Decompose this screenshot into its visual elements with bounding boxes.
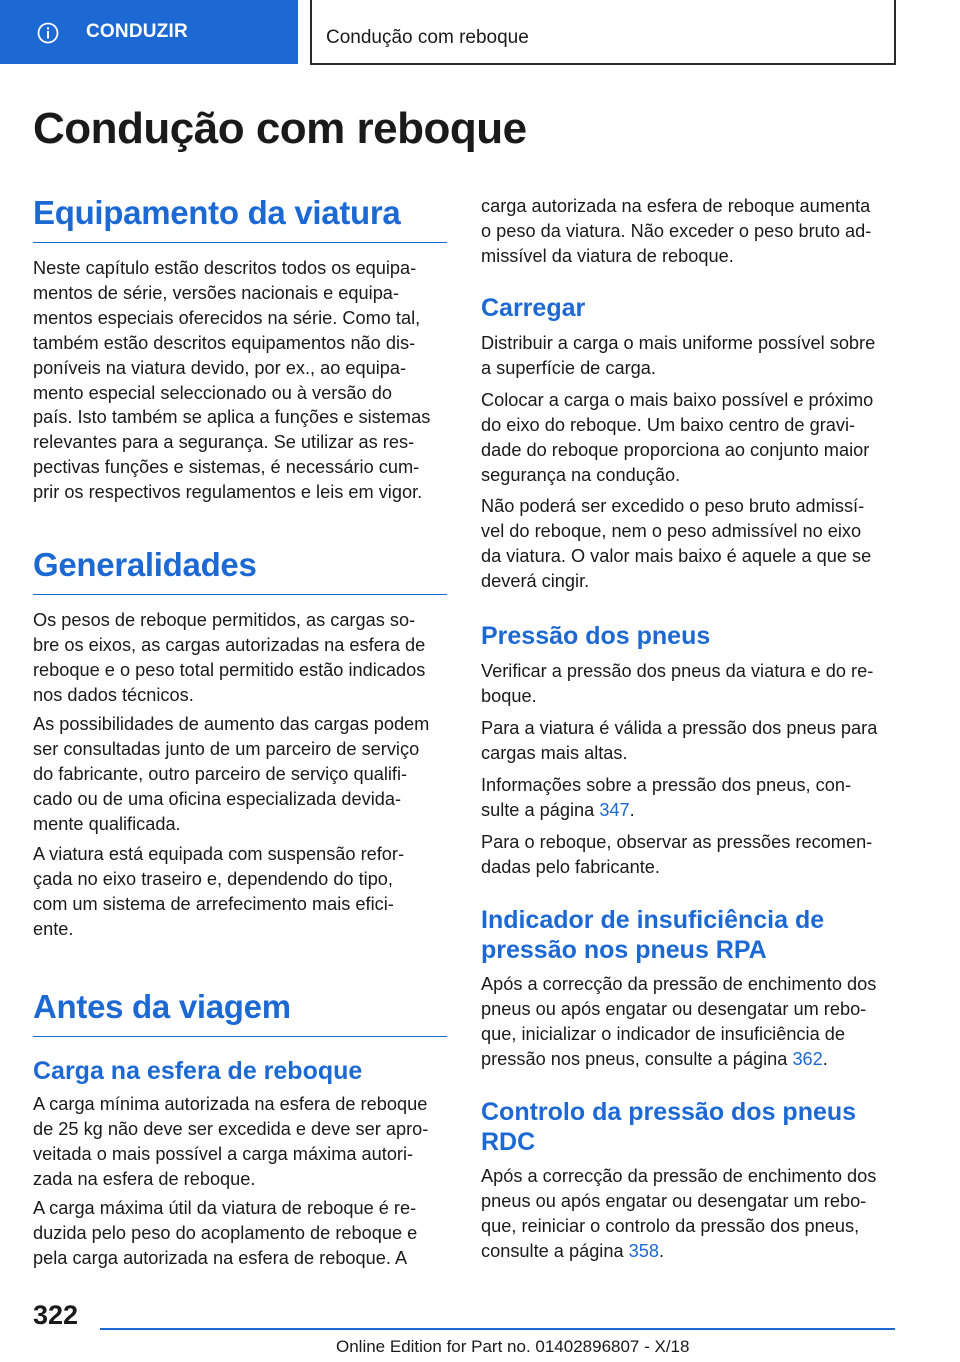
text-line: do fabricante, outro parceiro de serviço qualifi-	[33, 763, 408, 784]
text-line: do eixo do reboque. Um baixo centro de gravi-	[481, 414, 856, 435]
text-line	[481, 1239, 895, 1264]
text-line: A viatura está equipada com suspensão refor-	[33, 844, 405, 864]
paragraph-equipamento	[33, 256, 447, 505]
heading-line: RDC	[481, 1128, 536, 1156]
header-section-title: Condução com reboque	[326, 27, 529, 48]
paragraph-pressao-1	[481, 659, 895, 709]
text-line: cado ou de uma oficina especializada devida-	[33, 788, 402, 809]
heading-line: Controlo da pressão dos pneus	[481, 1098, 857, 1126]
paragraph-pressao-4	[481, 830, 895, 880]
paragraph-rpa	[481, 972, 895, 1072]
text-line: mentos especiais oferecidos na série. Como tal,	[33, 307, 421, 328]
page-link-362[interactable]: 362	[792, 1048, 823, 1069]
text-line: boque.	[481, 685, 537, 706]
paragraph-rdc	[481, 1164, 895, 1264]
text-line: o peso da viatura. Não exceder o peso bruto ad-	[481, 220, 872, 241]
text-line: vel do reboque, nem o peso admissível no eixo	[481, 520, 862, 541]
text-line: Distribuir a carga o mais uniforme possível sobre	[481, 333, 876, 353]
text-line: çada no eixo traseiro e, dependendo do tipo,	[33, 868, 393, 889]
text-line: segurança na condução.	[481, 464, 681, 485]
text-line: zada na esfera de reboque.	[33, 1168, 256, 1189]
text-line: mentos de série, versões nacionais e equipa-	[33, 282, 399, 303]
heading-equipamento: Equipamento da viatura	[33, 194, 447, 243]
text-line: Não poderá ser excedido o peso bruto admissí-	[481, 496, 865, 516]
text-line: Após a correcção da pressão de enchimento dos	[481, 1166, 877, 1186]
text-line: Os pesos de reboque permitidos, as cargas so-	[33, 610, 416, 630]
heading-line: Indicador de insuficiência de	[481, 906, 825, 934]
heading-carregar: Carregar	[481, 294, 586, 322]
heading-carga-esfera: Carga na esfera de reboque	[33, 1057, 363, 1085]
text-line: A carga mínima autorizada na esfera de reboque	[33, 1094, 428, 1114]
paragraph-carga-1	[33, 1092, 447, 1192]
text-line: pneus ou após engatar ou desengatar um rebo-	[481, 998, 867, 1019]
page-number: 322	[33, 1300, 79, 1330]
text-line: Para a viatura é válida a pressão dos pneus para	[481, 718, 878, 738]
text-line: veitada o mais possível a carga máxima autori-	[33, 1143, 414, 1164]
paragraph-pressao-3	[481, 773, 895, 823]
heading-rpa	[481, 905, 895, 965]
info-icon	[37, 22, 59, 44]
text-line: missível da viatura de reboque.	[481, 245, 734, 266]
footer-edition: Online Edition for Part no. 01402896807 - X/18	[336, 1337, 690, 1356]
text-line: mente qualificada.	[33, 813, 181, 834]
text-line: Após a correcção da pressão de enchimento dos	[481, 974, 877, 994]
text-line: As possibilidades de aumento das cargas podem	[33, 714, 430, 734]
text-line: que, reiniciar o controlo da pressão dos pneus,	[481, 1215, 860, 1236]
paragraph-carregar-1	[481, 331, 895, 381]
heading-line: pressão nos pneus RPA	[481, 936, 767, 964]
text-line: Para o reboque, observar as pressões recomen-	[481, 832, 873, 852]
paragraph-generalidades-2	[33, 712, 447, 837]
paragraph-pressao-2	[481, 716, 895, 766]
paragraph-carga-2	[33, 1196, 447, 1271]
paragraph-continuation	[481, 194, 895, 269]
text-fragment: .	[822, 1048, 828, 1069]
text-line: duzida pelo peso do acoplamento de reboque e	[33, 1222, 418, 1243]
text-line: carga autorizada na esfera de reboque aumenta	[481, 196, 871, 216]
paragraph-generalidades-1	[33, 608, 447, 708]
text-line: de 25 kg não deve ser excedida e deve ser apro-	[33, 1118, 429, 1139]
text-line: Colocar a carga o mais baixo possível e próximo	[481, 390, 874, 410]
text-line: prir os respectivos regulamentos e leis em vigor.	[33, 482, 423, 503]
text-line: mento especial seleccionado ou à versão do	[33, 382, 392, 403]
page-link-358[interactable]: 358	[628, 1240, 659, 1261]
text-line: pneus ou após engatar ou desengatar um rebo-	[481, 1190, 867, 1211]
text-line: ente.	[33, 918, 74, 939]
text-line: bre os eixos, as cargas autorizadas na esfera de	[33, 634, 426, 655]
text-line: que, inicializar o indicador de insuficiência de	[481, 1023, 845, 1044]
text-line: dadas pelo fabricante.	[481, 856, 660, 877]
section-tab-label: CONDUZIR	[86, 21, 188, 42]
text-line: relevantes para a segurança. Se utilizar as res-	[33, 432, 415, 453]
text-fragment: .	[629, 799, 635, 820]
text-line	[481, 798, 895, 823]
text-line: Verificar a pressão dos pneus da viatura e do re-	[481, 661, 874, 681]
text-line: Informações sobre a pressão dos pneus, con-	[481, 775, 852, 795]
text-fragment: consulte a página	[481, 1240, 629, 1261]
page-link-347[interactable]: 347	[599, 799, 630, 820]
text-line: dade do reboque proporciona ao conjunto maior	[481, 439, 870, 460]
text-line: também estão descritos equipamentos não dis-	[33, 332, 416, 353]
text-line: nos dados técnicos.	[33, 684, 194, 705]
paragraph-carregar-3	[481, 494, 895, 594]
text-line: deverá cingir.	[481, 570, 590, 591]
text-line: a superfície de carga.	[481, 357, 656, 378]
paragraph-carregar-2	[481, 388, 895, 488]
footer-divider	[100, 1328, 895, 1330]
text-line: A carga máxima útil da viatura de reboque é re-	[33, 1198, 417, 1218]
text-line: ser consultadas junto de um parceiro de serviço	[33, 738, 420, 759]
text-line	[481, 1047, 895, 1072]
text-line: Neste capítulo estão descritos todos os equipa-	[33, 258, 417, 278]
text-line: pela carga autorizada na esfera de reboque. A	[33, 1247, 408, 1268]
page-title: Condução com reboque	[33, 104, 527, 153]
heading-antes-viagem: Antes da viagem	[33, 988, 447, 1037]
heading-generalidades: Generalidades	[33, 546, 447, 595]
heading-rdc	[481, 1097, 895, 1157]
text-line: pectivas funções e sistemas, é necessário cum-	[33, 457, 420, 478]
text-line: poníveis na viatura devido, por ex., ao equipa-	[33, 357, 407, 378]
text-fragment: pressão nos pneus, consulte a página	[481, 1048, 793, 1069]
section-tab[interactable]	[0, 0, 298, 64]
text-line: com um sistema de arrefecimento mais efici-	[33, 893, 394, 914]
paragraph-generalidades-3	[33, 842, 447, 942]
text-fragment: sulte a página	[481, 799, 600, 820]
text-line: da viatura. O valor mais baixo é aquele a que se	[481, 545, 872, 566]
text-fragment: .	[659, 1240, 665, 1261]
heading-pressao-pneus: Pressão dos pneus	[481, 622, 711, 650]
text-line: cargas mais altas.	[481, 742, 628, 763]
text-line: reboque e o peso total permitido estão indicados	[33, 659, 426, 680]
text-line: país. Isto também se aplica a funções e sistemas	[33, 407, 431, 428]
